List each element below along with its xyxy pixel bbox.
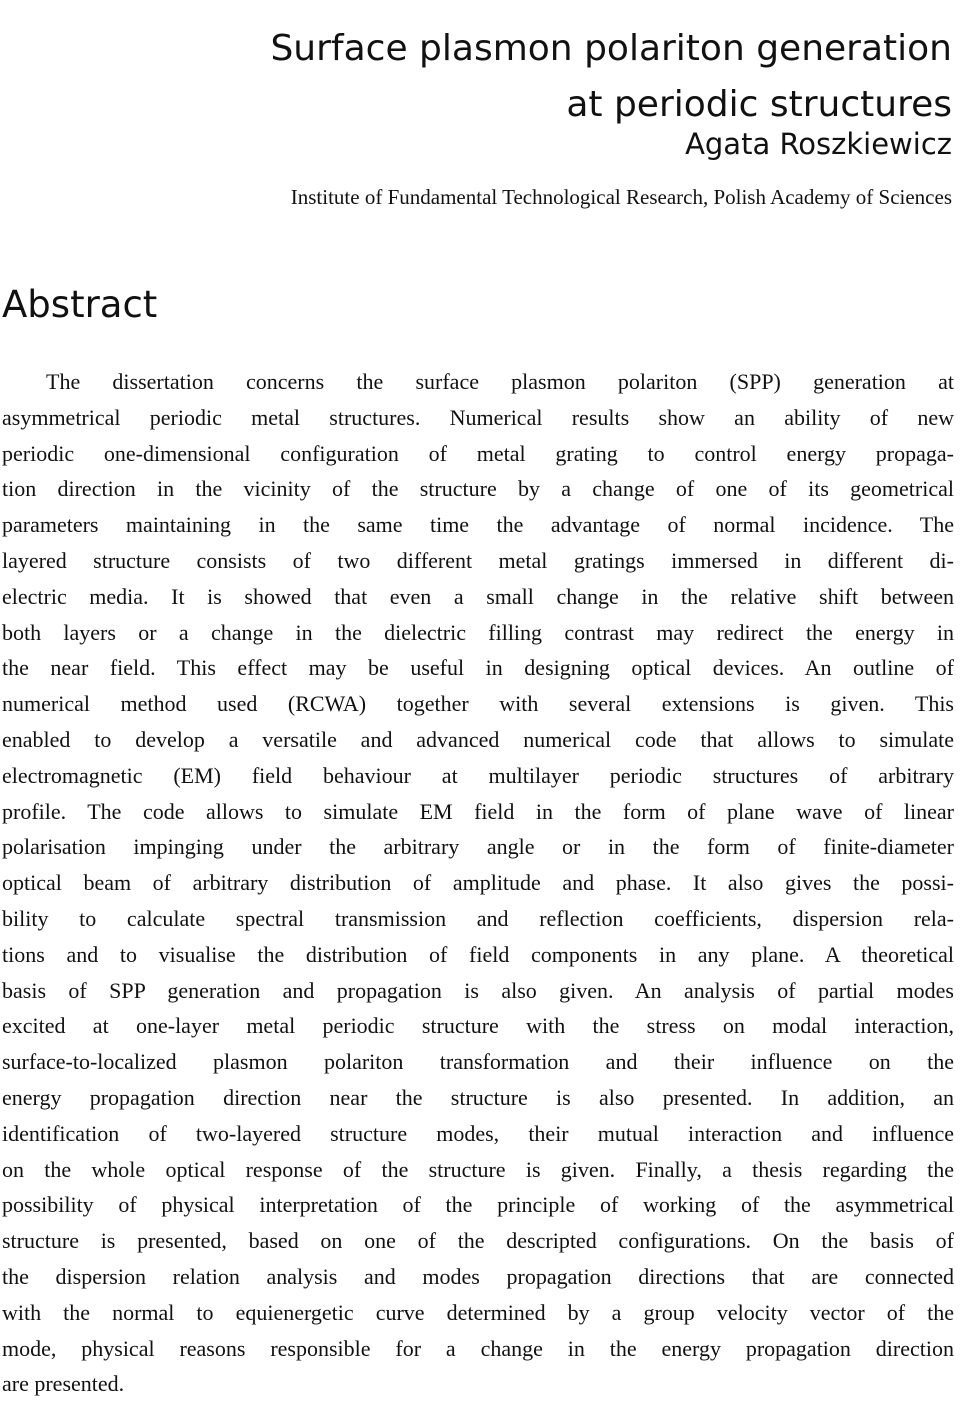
abstract-line: optical beam of arbitrary distribution of amplitude and phase. It also gives the possi- (2, 870, 954, 896)
abstract-line: basis of SPP generation and propagation is also given. An analysis of partial modes (2, 977, 954, 1003)
abstract-heading: Abstract (2, 283, 158, 326)
abstract-line: enabled to develop a versatile and advanced numerical code that allows to simulate (2, 726, 954, 752)
abstract-line: electric media. It is showed that even a small change in the relative shift between (2, 583, 954, 609)
abstract-body (2, 364, 954, 1402)
abstract-line: the dispersion relation analysis and modes propagation directions that are connected (2, 1263, 954, 1289)
abstract-line: with the normal to equienergetic curve determined by a group velocity vector of the (2, 1299, 954, 1325)
abstract-line: tions and to visualise the distribution of field components in any plane. A theoretical (2, 941, 954, 967)
title-line-2: at periodic structures (566, 84, 952, 126)
author-affiliation: Institute of Fundamental Technological Research, Polish Academy of Sciences (290, 185, 952, 209)
abstract-line: energy propagation direction near the structure is also presented. In addition, an (2, 1084, 954, 1110)
abstract-line: bility to calculate spectral transmission and reflection coefficients, dispersion rela- (2, 905, 954, 931)
abstract-line: both layers or a change in the dielectric filling contrast may redirect the energy in (2, 619, 954, 645)
abstract-line: the near field. This effect may be useful in designing optical devices. An outline of (2, 655, 954, 681)
abstract-line: mode, physical reasons responsible for a change in the energy propagation direction (2, 1335, 954, 1361)
abstract-line: surface-to-localized plasmon polariton transformation and their influence on the (2, 1049, 954, 1075)
abstract-line: excited at one-layer metal periodic structure with the stress on modal interaction, (2, 1013, 954, 1039)
abstract-line: on the whole optical response of the structure is given. Finally, a thesis regarding the (2, 1156, 954, 1182)
abstract-line: profile. The code allows to simulate EM field in the form of plane wave of linear (2, 798, 954, 824)
abstract-line: layered structure consists of two different metal gratings immersed in different di- (2, 547, 954, 573)
abstract-line: parameters maintaining in the same time the advantage of normal incidence. The (2, 512, 954, 538)
title-line-1: Surface plasmon polariton generation (270, 28, 952, 70)
abstract-line: are presented. (2, 1371, 125, 1397)
abstract-line: electromagnetic (EM) field behaviour at multilayer periodic structures of arbitrary (2, 762, 954, 788)
abstract-line: identification of two-layered structure modes, their mutual interaction and influence (2, 1120, 954, 1146)
paper-title (52, 21, 952, 133)
abstract-line: asymmetrical periodic metal structures. Numerical results show an ability of new (2, 404, 954, 430)
abstract-line: numerical method used (RCWA) together with several extensions is given. This (2, 691, 954, 717)
abstract-line: The dissertation concerns the surface plasmon polariton (SPP) generation at (46, 369, 954, 394)
abstract-line: structure is presented, based on one of the descripted configurations. On the basis of (2, 1228, 954, 1254)
abstract-line: polarisation impinging under the arbitrary angle or in the form of finite-diameter (2, 834, 954, 860)
abstract-line: possibility of physical interpretation of the principle of working of the asymmetrical (2, 1192, 954, 1218)
author-name: Agata Roszkiewicz (685, 127, 952, 161)
abstract-line: periodic one-dimensional configuration of metal grating to control energy propaga- (2, 440, 954, 466)
abstract-line: tion direction in the vicinity of the structure by a change of one of its geometrical (2, 476, 954, 502)
